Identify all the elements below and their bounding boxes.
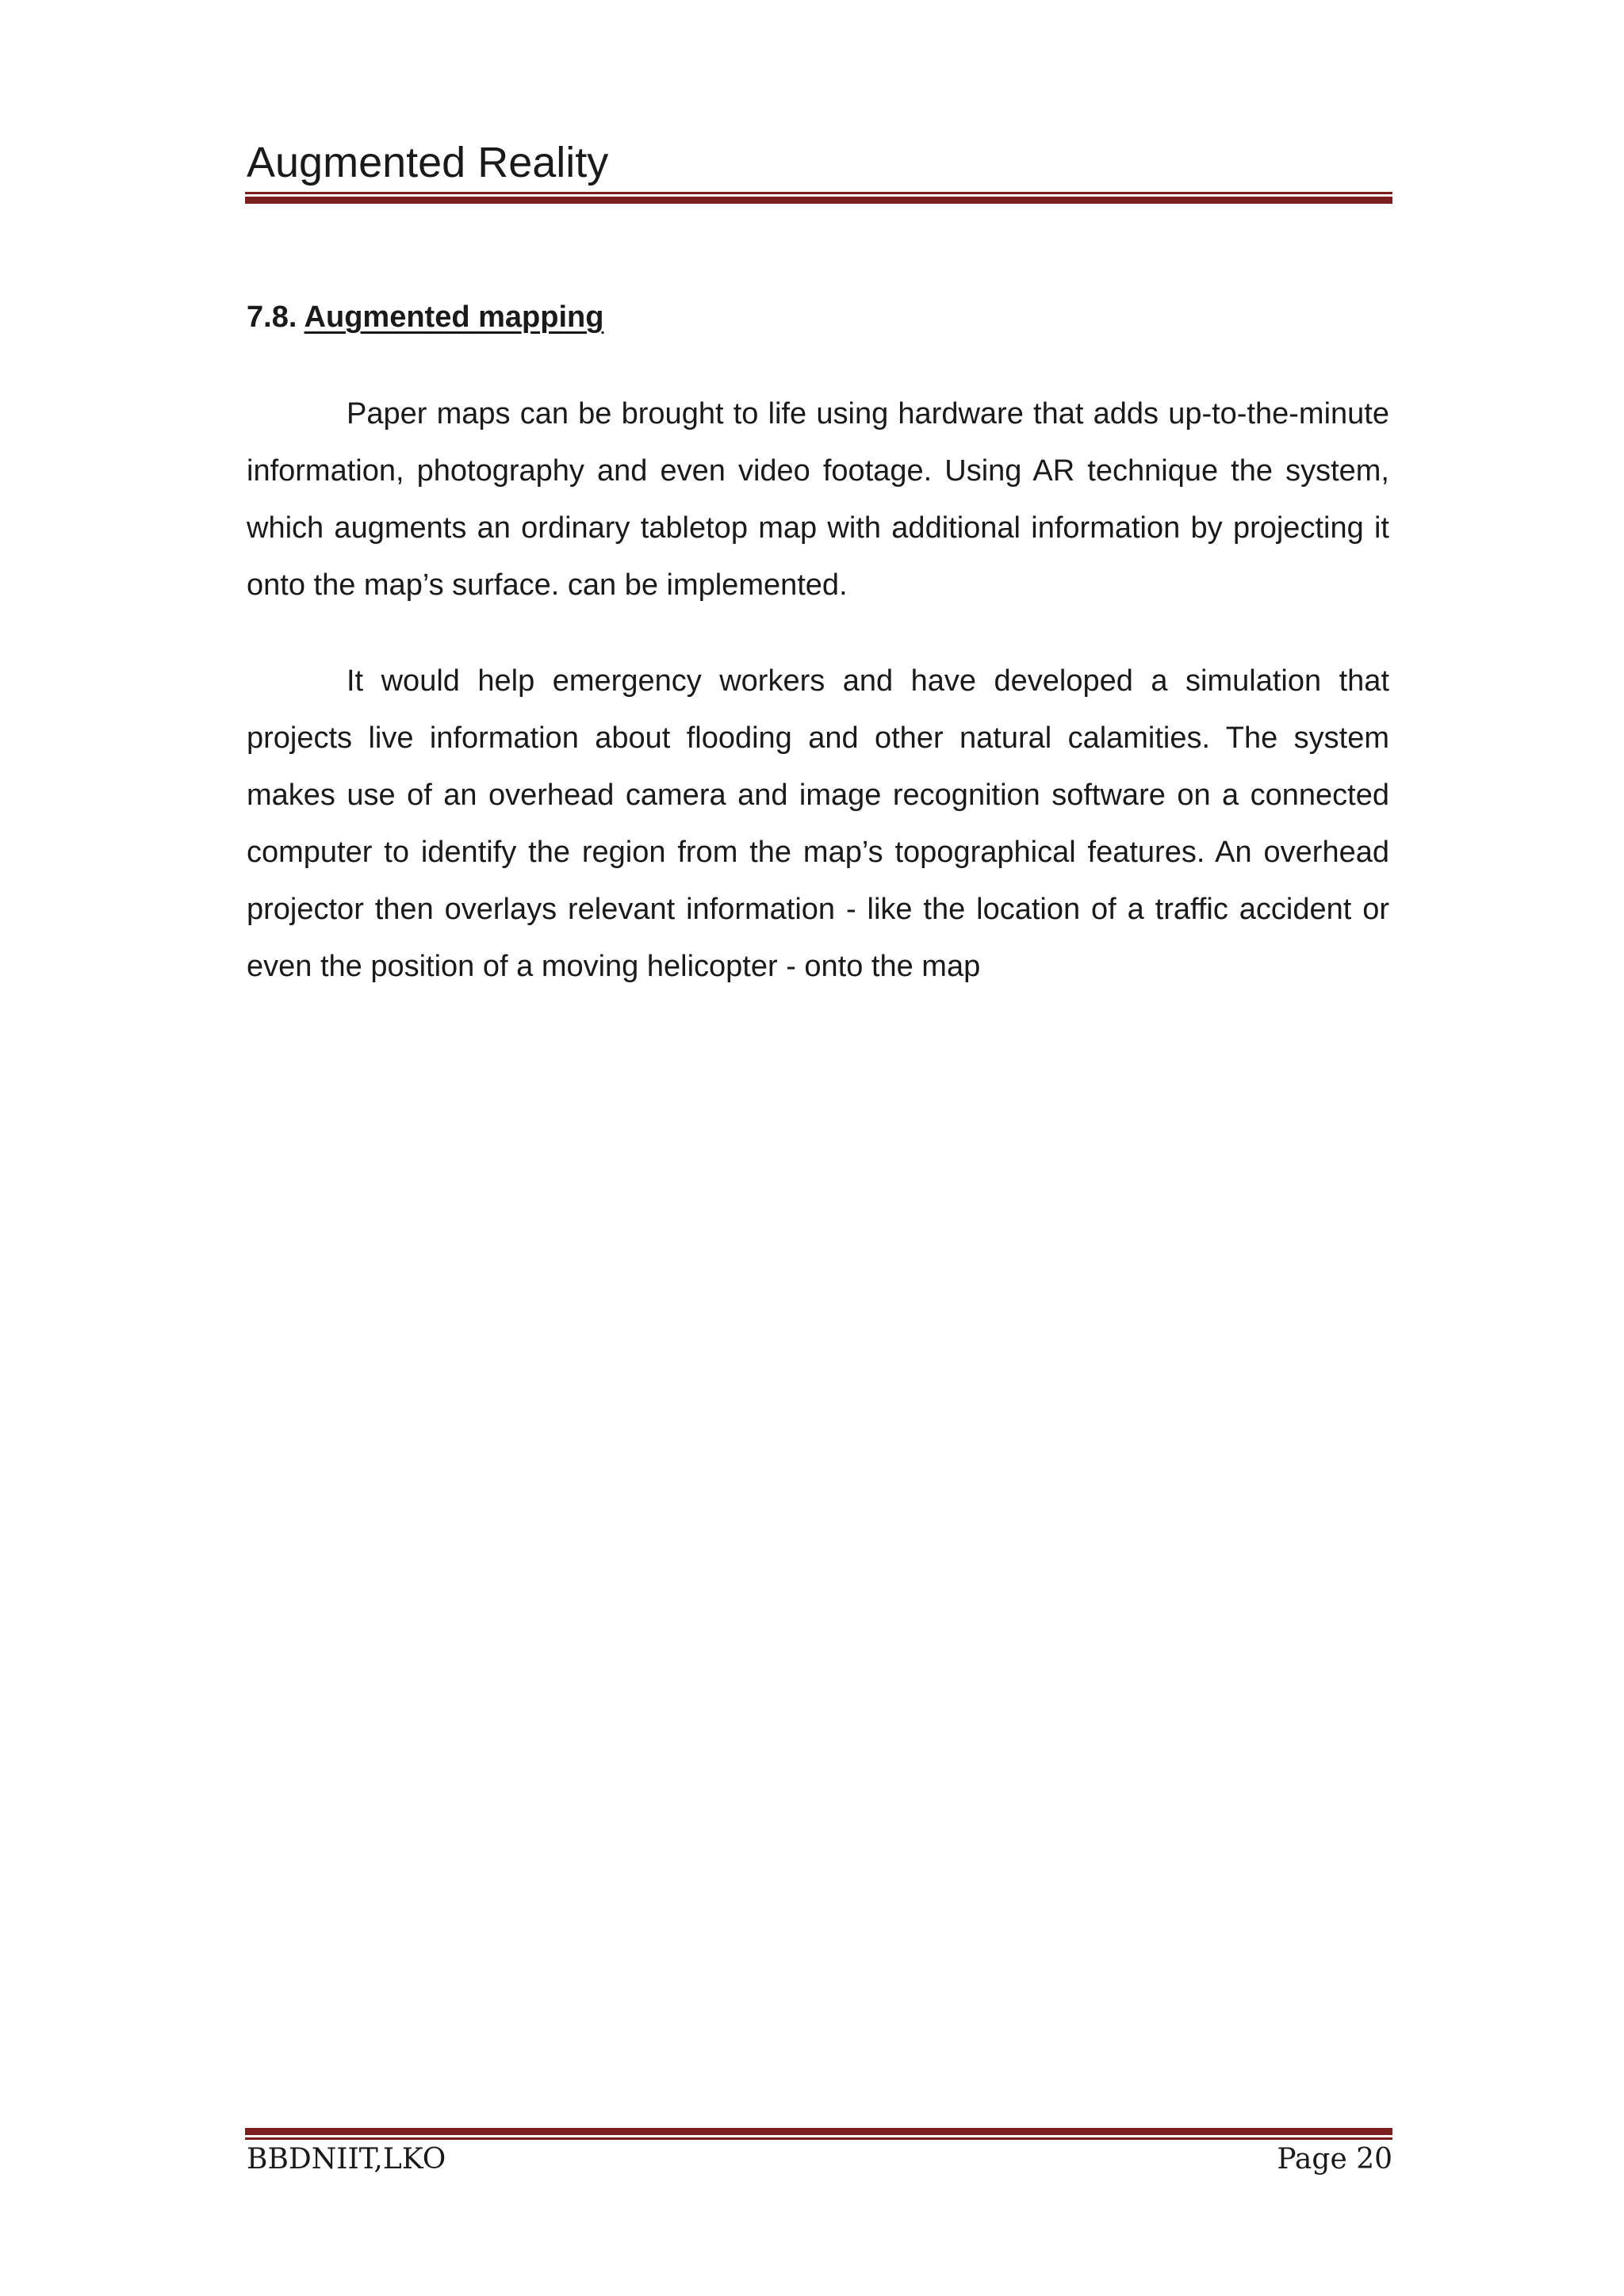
running-header-title: Augmented Reality	[247, 139, 609, 186]
footer-page-number: Page 20	[1277, 2143, 1392, 2175]
paragraph: Paper maps can be brought to life using hardware that adds up-to-the-minute information, photography and even video footage. Using AR technique the system, which augments an ordinary tabletop map with additional information by projecting it onto the map’s surface. can be implemented.	[247, 397, 1389, 602]
section-number: 7.8.	[247, 300, 297, 334]
paragraph: It would help emergency workers and have developed a simulation that projects live information about flooding and other natural calamities. The system makes use of an overhead camera and image recognition software on a connected computer to identify the region from the map’s topographical features. An overhead projector then overlays relevant information - like the location of a traffic accident or even the position of a moving helicopter - onto the map	[247, 664, 1389, 983]
section-heading	[247, 297, 603, 337]
body-text	[247, 385, 1389, 1034]
footer-rule	[245, 2128, 1392, 2140]
section-title: Augmented mapping	[304, 300, 604, 334]
footer-institution: BBDNIIT,LKO	[247, 2143, 446, 2175]
header-rule	[245, 192, 1392, 204]
